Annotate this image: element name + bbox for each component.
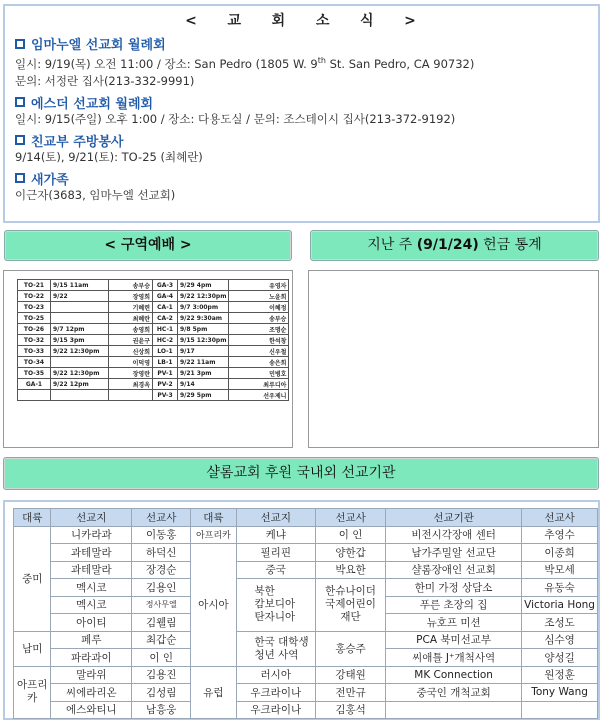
district-cell: TO-25 xyxy=(18,313,51,324)
district-cell: 최경옥 xyxy=(109,379,153,390)
mission-field-cell: 페루 xyxy=(51,631,132,649)
continent-cell: 중미 xyxy=(14,526,51,631)
district-cell: 신우철 xyxy=(229,346,289,357)
offering-stats-panel xyxy=(308,270,599,448)
district-cell: 9/14 xyxy=(178,379,229,390)
district-cell: 노윤희 xyxy=(229,291,289,302)
district-cell: 9/22 12:30pm xyxy=(51,368,109,379)
district-schedule-panel xyxy=(3,270,293,448)
church-news-box xyxy=(3,4,600,223)
agency-cell xyxy=(386,701,522,719)
agency-cell: 씨애틀 J⁺개척사역 xyxy=(386,649,522,667)
district-row xyxy=(18,357,289,368)
news-item-detail: 일시: 9/19(목) 오전 11:00 / 장소: San Pedro (1805 W. 9th St. San Pedro, CA 90732) xyxy=(15,56,475,71)
missionary-cell: 최갑순 xyxy=(132,631,191,649)
missionary-cell: Victoria Hong xyxy=(522,596,598,614)
agency-cell: 뉴호프 미션 xyxy=(386,614,522,632)
missions-row xyxy=(14,631,598,649)
district-row xyxy=(18,280,289,291)
news-title-char: 소 xyxy=(315,13,332,29)
missionary-cell: 박요한 xyxy=(315,561,385,579)
district-cell: 9/22 12pm xyxy=(51,379,109,390)
mission-field-cell: 러시아 xyxy=(236,666,315,684)
district-cell: 9/22 11am xyxy=(178,357,229,368)
missions-row xyxy=(14,684,598,702)
mission-field-cell: 파라과이 xyxy=(51,649,132,667)
district-cell: LO-1 xyxy=(153,346,178,357)
district-cell: TO-32 xyxy=(18,335,51,346)
news-item-detail: 이근자(3683, 임마누엘 선교회) xyxy=(15,187,176,202)
agency-cell: 샬롬장애인 선교회 xyxy=(386,561,522,579)
mission-field-cell xyxy=(236,631,315,666)
missions-banner: 샬롬교회 후원 국내외 선교기관 xyxy=(3,457,599,490)
district-cell: TO-23 xyxy=(18,302,51,313)
mission-field-line: 캄보디아 xyxy=(254,598,296,611)
district-cell xyxy=(51,313,109,324)
news-items xyxy=(15,35,588,204)
missionary-cell: 강태원 xyxy=(315,666,385,684)
mission-field-cell: 필리핀 xyxy=(236,544,315,562)
missionary-cell: 정사무엘 xyxy=(132,596,191,614)
agency-cell: PCA 북미선교부 xyxy=(386,631,522,649)
mission-field-cell: 케냐 xyxy=(236,526,315,544)
missionary-line: 국제어린이 xyxy=(325,598,376,611)
district-cell: 9/29 5pm xyxy=(178,390,229,401)
district-row xyxy=(18,291,289,302)
square-bullet-icon xyxy=(15,135,25,145)
district-row xyxy=(18,302,289,313)
square-bullet-icon xyxy=(15,39,25,49)
district-cell: TO-34 xyxy=(18,357,51,368)
district-cell: 권윤구 xyxy=(109,335,153,346)
missionary-cell: 전만규 xyxy=(315,684,385,702)
mission-field-cell: 말라위 xyxy=(51,666,132,684)
district-row xyxy=(18,335,289,346)
district-cell: PV-2 xyxy=(153,379,178,390)
mission-field-cell: 과테말라 xyxy=(51,561,132,579)
district-cell: 신상희 xyxy=(109,346,153,357)
square-bullet-icon xyxy=(15,97,25,107)
district-cell: 9/7 12pm xyxy=(51,324,109,335)
missions-header-cell: 선교사 xyxy=(132,509,191,527)
news-item-title: 친교부 주방봉사 xyxy=(31,134,124,150)
district-cell: 유영자 xyxy=(229,280,289,291)
news-item-heading xyxy=(15,170,588,187)
mission-field-cell: 우크라이나 xyxy=(236,684,315,702)
district-cell: TO-35 xyxy=(18,368,51,379)
district-schedule-table xyxy=(17,279,289,401)
mission-field-cell: 중국 xyxy=(236,561,315,579)
news-item-heading xyxy=(15,132,588,149)
district-cell: GA-3 xyxy=(153,280,178,291)
missionary-cell: 박모세 xyxy=(522,561,598,579)
district-cell: TO-22 xyxy=(18,291,51,302)
mission-field-cell: 과테말라 xyxy=(51,544,132,562)
district-row xyxy=(18,346,289,357)
district-cell: 이혜정 xyxy=(229,302,289,313)
missions-row xyxy=(14,544,598,562)
missionary-cell: Tony Wang xyxy=(522,684,598,702)
district-cell xyxy=(109,390,153,401)
district-cell xyxy=(51,302,109,313)
district-cell: 송부승 xyxy=(109,280,153,291)
district-cell: CA-1 xyxy=(153,302,178,313)
mission-field-line: 탄자니아 xyxy=(254,611,296,624)
district-cell: HC-2 xyxy=(153,335,178,346)
district-cell: 9/21 3pm xyxy=(178,368,229,379)
news-title-char: 회 xyxy=(271,13,288,29)
district-cell: LB-1 xyxy=(153,357,178,368)
missionary-line: 한슈나이더 xyxy=(325,585,376,598)
missions-row xyxy=(14,666,598,684)
missionary-cell: 홍승주 xyxy=(315,631,385,666)
district-cell: 최루디아 xyxy=(229,379,289,390)
district-row xyxy=(18,313,289,324)
missions-box xyxy=(3,500,600,720)
missionary-cell: 원정훈 xyxy=(522,666,598,684)
district-cell: 9/22 xyxy=(51,291,109,302)
district-cell: 송은희 xyxy=(229,357,289,368)
missions-row xyxy=(14,701,598,719)
news-item-heading xyxy=(15,35,588,52)
district-cell: 9/22 12:30pm xyxy=(51,346,109,357)
news-item-title: 에스더 선교회 월례회 xyxy=(31,96,154,112)
mission-field-cell xyxy=(236,579,315,632)
missions-header-cell: 선교사 xyxy=(522,509,598,527)
news-item-detail: 9/14(토), 9/21(토): TO-25 (최혜란) xyxy=(15,149,203,164)
square-bullet-icon xyxy=(15,173,25,183)
agency-cell: 남가주밀알 선교단 xyxy=(386,544,522,562)
district-cell: 송영희 xyxy=(109,324,153,335)
missionary-cell: 김성림 xyxy=(132,684,191,702)
news-title-char: 식 xyxy=(359,13,376,29)
continent-cell: 아프리카 xyxy=(191,526,236,544)
district-row xyxy=(18,379,289,390)
district-cell xyxy=(18,390,51,401)
mission-field-cell: 에스와티니 xyxy=(51,701,132,719)
missions-header-cell: 선교지 xyxy=(51,509,132,527)
district-cell: HC-1 xyxy=(153,324,178,335)
district-cell: TO-26 xyxy=(18,324,51,335)
district-cell: 9/29 4pm xyxy=(178,280,229,291)
news-item-detail: 문의: 서정란 집사(213-332-9991) xyxy=(15,73,195,88)
district-cell: 장영희 xyxy=(109,291,153,302)
district-cell: 9/17 xyxy=(178,346,229,357)
district-cell xyxy=(51,357,109,368)
news-item-detail: 일시: 9/15(주일) 오후 1:00 / 장소: 다용도실 / 문의: 조스테이시 집사(213-372-9192) xyxy=(15,111,456,126)
district-cell: 최혜란 xyxy=(109,313,153,324)
missionary-cell xyxy=(522,701,598,719)
district-cell: 기혜련 xyxy=(109,302,153,313)
missionary-cell: 양성길 xyxy=(522,649,598,667)
district-cell: 조명순 xyxy=(229,324,289,335)
district-cell: 이덕영 xyxy=(109,357,153,368)
district-cell: PV-1 xyxy=(153,368,178,379)
mission-field-cell: 아이티 xyxy=(51,614,132,632)
mission-field-cell: 우크라이나 xyxy=(236,701,315,719)
missionary-cell: 심수영 xyxy=(522,631,598,649)
missions-row xyxy=(14,579,598,597)
district-cell: 한석창 xyxy=(229,335,289,346)
district-row xyxy=(18,368,289,379)
agency-cell: MK Connection xyxy=(386,666,522,684)
missions-header-cell: 선교지 xyxy=(236,509,315,527)
missions-header-cell: 선교사 xyxy=(315,509,385,527)
missions-table xyxy=(13,508,598,719)
missions-row xyxy=(14,561,598,579)
agency-cell: 푸른 초장의 집 xyxy=(386,596,522,614)
missions-header-cell: 선교기관 xyxy=(386,509,522,527)
missionary-cell: 남흥웅 xyxy=(132,701,191,719)
continent-cell: 아프리카 xyxy=(14,666,51,719)
missionary-cell: 이동홍 xyxy=(132,526,191,544)
district-cell: PV-3 xyxy=(153,390,178,401)
mission-field-cell: 씨에라리온 xyxy=(51,684,132,702)
district-row xyxy=(18,390,289,401)
missions-header-cell: 대륙 xyxy=(191,509,236,527)
news-item-heading xyxy=(15,94,588,111)
news-title: < 교 회 소 식 > xyxy=(185,13,418,29)
mission-field-line: 북한 xyxy=(254,585,275,598)
missionary-cell: 추영수 xyxy=(522,526,598,544)
missions-header-cell: 대륙 xyxy=(14,509,51,527)
missionary-cell: 양한갑 xyxy=(315,544,385,562)
district-cell: 9/22 9:30am xyxy=(178,313,229,324)
missionary-cell: 이 인 xyxy=(315,526,385,544)
district-cell: GA-1 xyxy=(18,379,51,390)
mission-field-line: 한국 대학생 xyxy=(254,635,309,648)
district-cell: 민병호 xyxy=(229,368,289,379)
mission-field-cell: 멕시코 xyxy=(51,579,132,597)
news-item-title: 임마누엘 선교회 월례회 xyxy=(31,38,166,53)
continent-cell: 아시아 xyxy=(191,544,236,667)
missionary-cell: 장경순 xyxy=(132,561,191,579)
district-cell: 선우제니 xyxy=(229,390,289,401)
agency-cell: 중국인 개척교회 xyxy=(386,684,522,702)
mission-field-line: 청년 사역 xyxy=(254,648,299,661)
missionary-cell: 김웰림 xyxy=(132,614,191,632)
district-row xyxy=(18,324,289,335)
district-cell: 9/8 5pm xyxy=(178,324,229,335)
district-cell: TO-33 xyxy=(18,346,51,357)
missionary-cell xyxy=(315,579,385,632)
district-worship-banner: < 구역예배 > xyxy=(4,230,292,261)
district-cell: 9/15 3pm xyxy=(51,335,109,346)
offering-stats-banner: 지난 주 (9/1/24) 헌금 통계 xyxy=(310,230,599,261)
missionary-cell: 김홍석 xyxy=(315,701,385,719)
agency-cell: 비전시각장애 센터 xyxy=(386,526,522,544)
missions-row xyxy=(14,526,598,544)
district-cell: 송부승 xyxy=(229,313,289,324)
missionary-cell: 유동숙 xyxy=(522,579,598,597)
district-cell: 9/15 12:30pm xyxy=(178,335,229,346)
missionary-cell: 조성도 xyxy=(522,614,598,632)
district-cell: TO-21 xyxy=(18,280,51,291)
missionary-cell: 하덕신 xyxy=(132,544,191,562)
missionary-cell: 이종희 xyxy=(522,544,598,562)
district-cell: 장영란 xyxy=(109,368,153,379)
district-cell xyxy=(51,390,109,401)
continent-cell: 유럽 xyxy=(191,666,236,719)
missionary-line: 재단 xyxy=(340,611,361,624)
mission-field-cell: 멕시코 xyxy=(51,596,132,614)
district-cell: CA-2 xyxy=(153,313,178,324)
district-cell: GA-4 xyxy=(153,291,178,302)
continent-cell: 남미 xyxy=(14,631,51,666)
news-title-char: 교 xyxy=(227,13,244,29)
district-cell: 9/7 3:00pm xyxy=(178,302,229,313)
missionary-cell: 김용인 xyxy=(132,579,191,597)
district-cell: 9/15 11am xyxy=(51,280,109,291)
agency-cell: 한미 가정 상담소 xyxy=(386,579,522,597)
news-item-title: 새가족 xyxy=(31,172,69,188)
missionary-cell: 이 인 xyxy=(132,649,191,667)
missionary-cell: 김용진 xyxy=(132,666,191,684)
district-cell: 9/22 12:30pm xyxy=(178,291,229,302)
mission-field-cell: 니카라과 xyxy=(51,526,132,544)
